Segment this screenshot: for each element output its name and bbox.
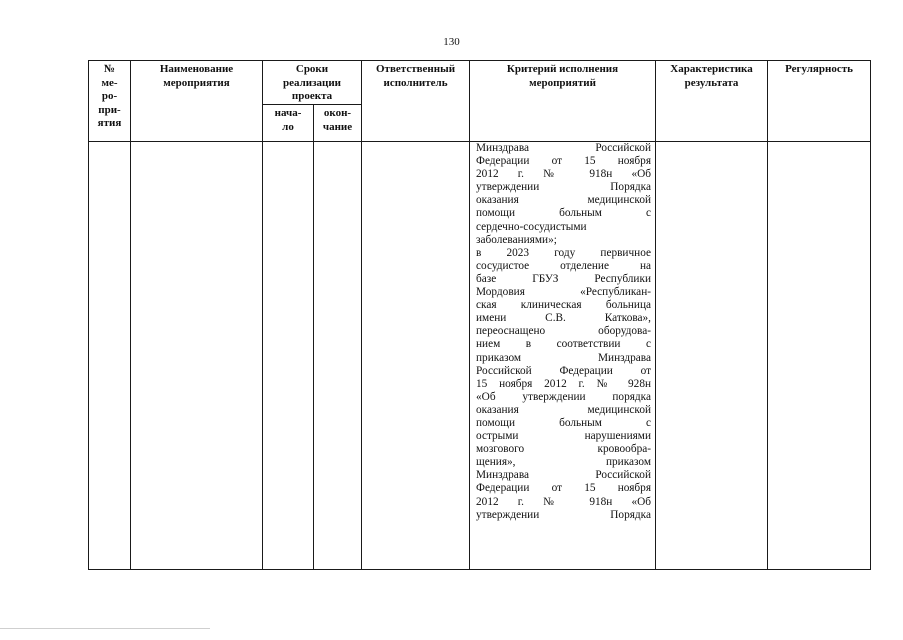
cell-responsible	[362, 142, 470, 570]
criteria-line: мозгового кровообра-	[476, 443, 652, 456]
header-responsible	[362, 61, 470, 142]
cell-result	[656, 142, 768, 570]
header-line: Ответственный	[376, 63, 456, 75]
header-terms	[263, 61, 362, 105]
criteria-line: помощи больным с	[476, 207, 652, 220]
criteria-line: Минздрава Российской	[476, 469, 652, 482]
criteria-line: переоснащено оборудова-	[476, 325, 652, 338]
criteria-line: имени С.В. Каткова»,	[476, 312, 652, 325]
criteria-text	[470, 142, 655, 522]
cell-start	[263, 142, 314, 570]
header-end	[314, 105, 362, 142]
header-line: нача-	[274, 107, 302, 119]
criteria-line: приказом Минздрава	[476, 351, 652, 364]
header-line: ме-	[101, 76, 118, 89]
header-line: ятия	[97, 117, 122, 129]
header-line: мероприятия	[163, 76, 230, 89]
activities-table	[88, 60, 871, 570]
criteria-line: щения», приказом	[476, 456, 652, 469]
criteria-line: 15 ноября 2012 г. № 928н	[476, 377, 652, 390]
criteria-line: помощи больным с	[476, 416, 652, 429]
criteria-line: Федерации от 15 ноября	[476, 155, 652, 168]
criteria-line: Мордовия «Республикан-	[476, 286, 652, 299]
header-line: мероприятий	[529, 76, 596, 89]
cell-regularity	[768, 142, 871, 570]
criteria-line: оказания медицинской	[476, 403, 652, 416]
criteria-line: нием в соответствии с	[476, 338, 652, 351]
criteria-line: в 2023 году первичное	[476, 246, 652, 259]
criteria-line: Федерации от 15 ноября	[476, 482, 652, 495]
header-start	[263, 105, 314, 142]
criteria-line: сердечно-сосудистыми	[476, 220, 587, 233]
cell-number	[89, 142, 131, 570]
header-line: чание	[322, 120, 353, 133]
criteria-line: сосудистое отделение на	[476, 259, 652, 272]
criteria-line: утверждении Порядка	[476, 181, 652, 194]
header-line: Сроки	[295, 63, 329, 75]
header-line: реализации	[282, 76, 342, 89]
header-line: при-	[98, 103, 121, 116]
criteria-line: «Об утверждении порядка	[476, 390, 652, 403]
header-criteria	[470, 61, 656, 142]
table-row	[89, 142, 871, 570]
header-number	[89, 61, 131, 142]
criteria-line: Российской Федерации от	[476, 364, 652, 377]
header-line: ро-	[101, 90, 118, 102]
criteria-line: Минздрава Российской	[476, 142, 652, 154]
criteria-line: оказания медицинской	[476, 194, 652, 207]
page-number: 130	[443, 36, 460, 48]
cell-name	[131, 142, 263, 570]
cell-criteria	[470, 142, 656, 570]
criteria-line: 2012 г. № 918н «Об	[476, 168, 652, 181]
criteria-line: заболеваниями»;	[476, 233, 557, 246]
header-line: исполнитель	[383, 76, 448, 89]
header-line: результата	[684, 76, 739, 89]
header-line: ло	[282, 120, 294, 133]
criteria-line: острыми нарушениями	[476, 430, 652, 443]
header-regularity	[768, 61, 871, 142]
criteria-line: базе ГБУЗ Республики	[476, 272, 652, 285]
criteria-line: утверждении Порядка	[476, 508, 652, 521]
header-line: Критерий исполнения	[506, 63, 619, 75]
criteria-line: 2012 г. № 918н «Об	[476, 495, 652, 508]
header-name	[131, 61, 263, 142]
cell-end	[314, 142, 362, 570]
header-line: окон-	[323, 107, 352, 119]
header-line: Наименование	[159, 63, 234, 75]
header-line: проекта	[291, 90, 333, 102]
criteria-line: ская клиническая больница	[476, 299, 652, 312]
header-result	[656, 61, 768, 142]
header-line: №	[103, 63, 116, 75]
header-line: Характеристика	[670, 63, 753, 75]
scan-artifact-line	[0, 628, 210, 629]
header-line: Регулярность	[785, 63, 853, 75]
